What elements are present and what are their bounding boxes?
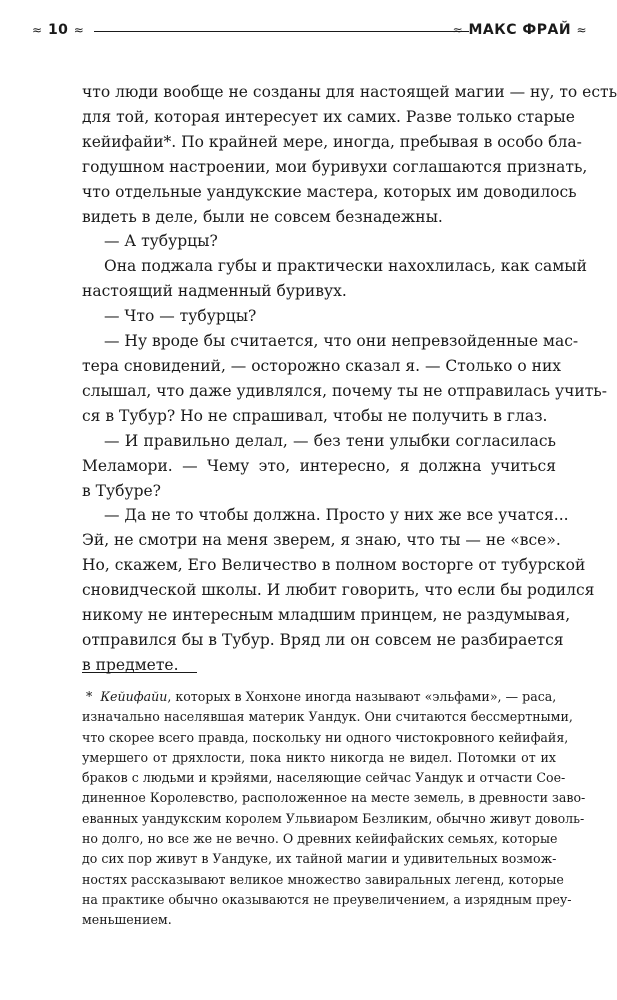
text-line: что люди вообще не созданы для настоящей магии — ну, то есть: [82, 83, 617, 101]
text-line: Эй, не смотри на меня зверем, я знаю, что ты — не «все».: [82, 531, 561, 550]
dialogue-line: — И правильно делал, — без тени улыбки согласилась: [104, 431, 556, 450]
footnote: [82, 687, 586, 931]
dialogue-line: — Да не то чтобы должна. Просто у них же все учатся...: [104, 506, 569, 525]
text-line: Но, скажем, Его Величество в полном восторге от тубурской: [82, 556, 586, 575]
footnote-line: до сих пор живут в Уандуке, их тайной магии и удивительных возмож-: [82, 851, 557, 867]
text-line: годушном настроении, мои буривухи соглашаются признать,: [82, 157, 588, 176]
footnote-divider: [82, 672, 197, 673]
header-rule: [94, 31, 469, 32]
footnote-line: еванных уандукским королем Ульвиаром Безликим, обычно живут доволь-: [82, 810, 585, 826]
page-number-block: [32, 22, 84, 38]
text-line: отправился бы в Тубур. Вряд ли он совсем не разбирается: [82, 630, 564, 649]
footnote-line: на практике обычно оказываются не преувеличением, а изрядным преу-: [82, 891, 572, 907]
ornament-right-2: ≈: [576, 23, 587, 37]
text-line: сновидческой школы. И любит говорить, что если бы родился: [82, 581, 595, 600]
footnote-line: умершего от дряхлости, пока никто никогда не видел. Потомки от их: [82, 749, 556, 765]
text-line: тера сновидений, — осторожно сказал я. — Столько о них: [82, 356, 562, 375]
ornament-left-2: ≈: [73, 23, 85, 37]
dialogue-line: — Что — тубурцы?: [104, 307, 257, 326]
footnote-line: меньшением.: [82, 912, 172, 928]
text-line: Меламори. — Чему это, интересно, я должна учиться: [82, 456, 556, 475]
text-line: никому не интересным младшим принцем, не раздумывая,: [82, 606, 571, 625]
text-line: Она поджала губы и практически нахохлилась, как самый: [104, 257, 587, 276]
author-block: [453, 22, 587, 38]
footnote-line: браков с людьми и крэйями, населяющие сейчас Уандук и отчасти Сое-: [82, 770, 566, 786]
footnote-line: но долго, но все же не вечно. О древних кейифайских семьях, которые: [82, 831, 558, 847]
dialogue-line: — Ну вроде бы считается, что они непревзойденные мас-: [104, 332, 579, 351]
text-line: что отдельные уандукские мастера, которых им доводилось: [82, 182, 577, 201]
text-line: видеть в деле, были не совсем безнадежны.: [82, 207, 443, 226]
footnote-line: диненное Королевство, расположенное на месте земель, в древности заво-: [82, 790, 586, 806]
footnote-marker: *: [86, 689, 93, 704]
ornament-right: ≈: [452, 23, 464, 37]
text-line: в предмете.: [82, 655, 179, 674]
author-name: МАКС ФРАЙ: [468, 22, 572, 38]
running-header: [32, 22, 587, 42]
dialogue-line: — А тубурцы?: [104, 232, 218, 251]
text-line: кейифайи*. По крайней мере, иногда, пребывая в особо бла-: [82, 132, 582, 151]
page-number: 10: [47, 22, 69, 38]
footnote-term: Кейифайи: [100, 689, 168, 704]
footnote-first-line: [82, 687, 556, 707]
text-line: в Тубуре?: [82, 481, 161, 500]
footnote-first-line-rest: , которых в Хонхоне иногда называют «эльфами», — раса,: [167, 689, 557, 704]
footnote-line: что скорее всего правда, поскольку ни одного чистокровного кейифайя,: [82, 729, 569, 745]
text-line: слышал, что даже удивлялся, почему ты не отправилась учить-: [82, 381, 607, 400]
footnote-line: ностях рассказывают великое множество завиральных легенд, которые: [82, 871, 564, 887]
ornament-left: ≈: [32, 23, 43, 37]
body-text: [82, 80, 617, 678]
text-line: ся в Тубур? Но не спрашивал, чтобы не получить в глаз.: [82, 406, 548, 425]
text-line: настоящий надменный буривух.: [82, 282, 347, 301]
footnote-line: изначально населявшая материк Уандук. Они считаются бессмертными,: [82, 709, 573, 725]
text-line: для той, которая интересует их самих. Разве только старые: [82, 107, 575, 126]
